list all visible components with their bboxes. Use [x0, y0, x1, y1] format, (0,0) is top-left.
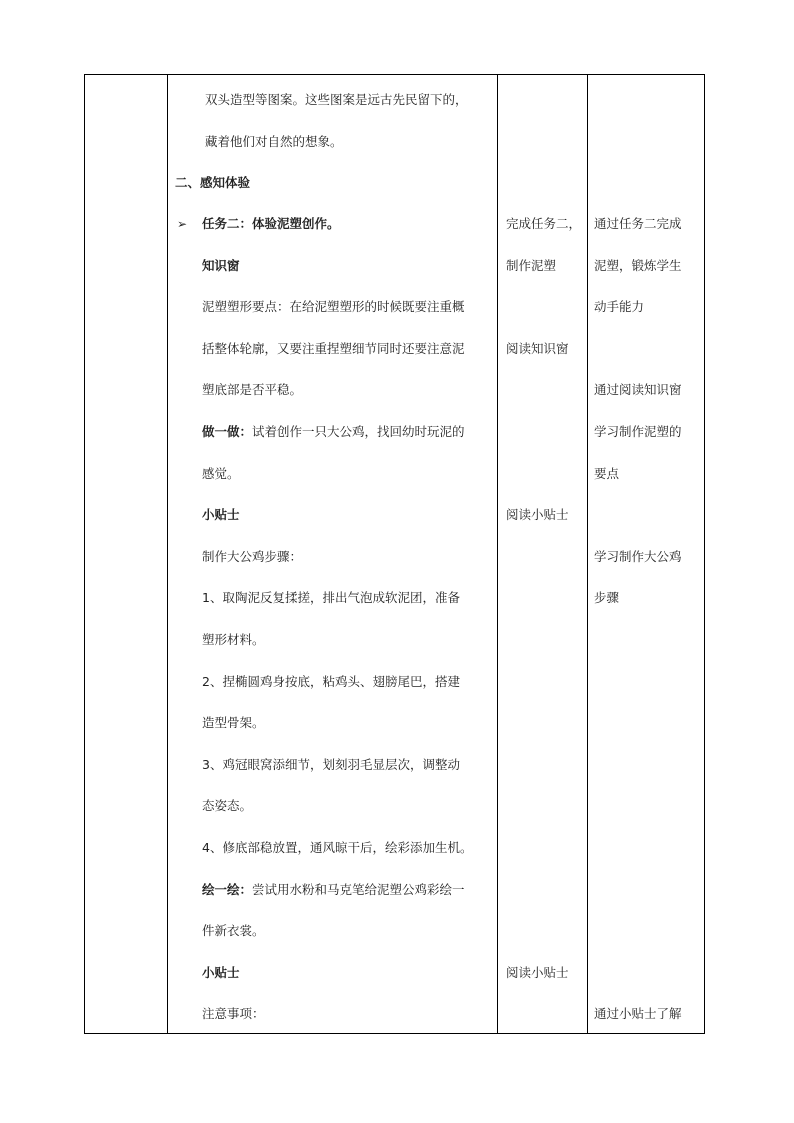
- step-line: 造型骨架。: [202, 715, 265, 730]
- bullet-arrow-icon: ➢: [177, 217, 188, 231]
- design-intent: 泥塑，锻炼学生: [594, 258, 682, 273]
- column-divider-1: [167, 75, 168, 1033]
- do-label: 做一做：: [202, 424, 253, 439]
- student-activity: 阅读小贴士: [506, 965, 569, 980]
- content-line: 藏着他们对自然的想象。: [205, 134, 343, 149]
- student-activity: 完成任务二，: [506, 216, 582, 231]
- student-activity: 阅读小贴士: [506, 507, 569, 522]
- design-intent: 通过小贴士了解: [594, 1006, 682, 1021]
- content-line: 塑底部是否平稳。: [202, 382, 303, 397]
- draw-text: 尝试用水粉和马克笔给泥塑公鸡彩绘一: [252, 882, 465, 897]
- tip-title: 小贴士: [202, 507, 240, 522]
- design-intent: 要点: [594, 466, 620, 481]
- steps-title: 制作大公鸡步骤：: [202, 549, 303, 564]
- knowledge-window-title: 知识窗: [202, 258, 240, 273]
- content-line: [202, 424, 465, 440]
- design-intent: 学习制作泥塑的: [594, 424, 682, 439]
- task-heading: 任务二：体验泥塑创作。: [202, 216, 340, 231]
- content-line: 括整体轮廓，又要注重捏塑细节同时还要注意泥: [202, 341, 465, 356]
- notes-label: 注意事项：: [202, 1006, 265, 1021]
- design-intent: 步骤: [594, 590, 620, 605]
- step-line: 2、捏椭圆鸡身按底，粘鸡头、翅膀尾巴，搭建: [202, 674, 460, 689]
- do-text: 试着创作一只大公鸡，找回幼时玩泥的: [252, 424, 465, 439]
- step-line: 4、修底部稳放置，通风晾干后，绘彩添加生机。: [202, 840, 473, 855]
- column-divider-2: [497, 75, 498, 1033]
- content-line: 件新衣裳。: [202, 923, 265, 938]
- student-activity: 阅读知识窗: [506, 341, 569, 356]
- content-line: 感觉。: [202, 466, 240, 481]
- content-line: 泥塑塑形要点：在给泥塑塑形的时候既要注重概: [202, 299, 465, 314]
- content-line: 双头造型等图案。这些图案是远古先民留下的，: [205, 92, 468, 107]
- design-intent: 通过任务二完成: [594, 216, 682, 231]
- design-intent: 学习制作大公鸡: [594, 549, 682, 564]
- step-line: 3、鸡冠眼窝添细节，划刻羽毛显层次，调整动: [202, 757, 460, 772]
- step-line: 1、取陶泥反复揉搓，排出气泡成软泥团，准备: [202, 590, 460, 605]
- tip-title: 小贴士: [202, 965, 240, 980]
- design-intent: 动手能力: [594, 299, 645, 314]
- content-line: [202, 882, 465, 898]
- draw-label: 绘一绘：: [202, 882, 253, 897]
- design-intent: 通过阅读知识窗: [594, 382, 682, 397]
- step-line: 塑形材料。: [202, 632, 265, 647]
- section-heading: 二、感知体验: [175, 175, 251, 190]
- column-divider-3: [587, 75, 588, 1033]
- student-activity: 制作泥塑: [506, 258, 557, 273]
- step-line: 态姿态。: [202, 798, 253, 813]
